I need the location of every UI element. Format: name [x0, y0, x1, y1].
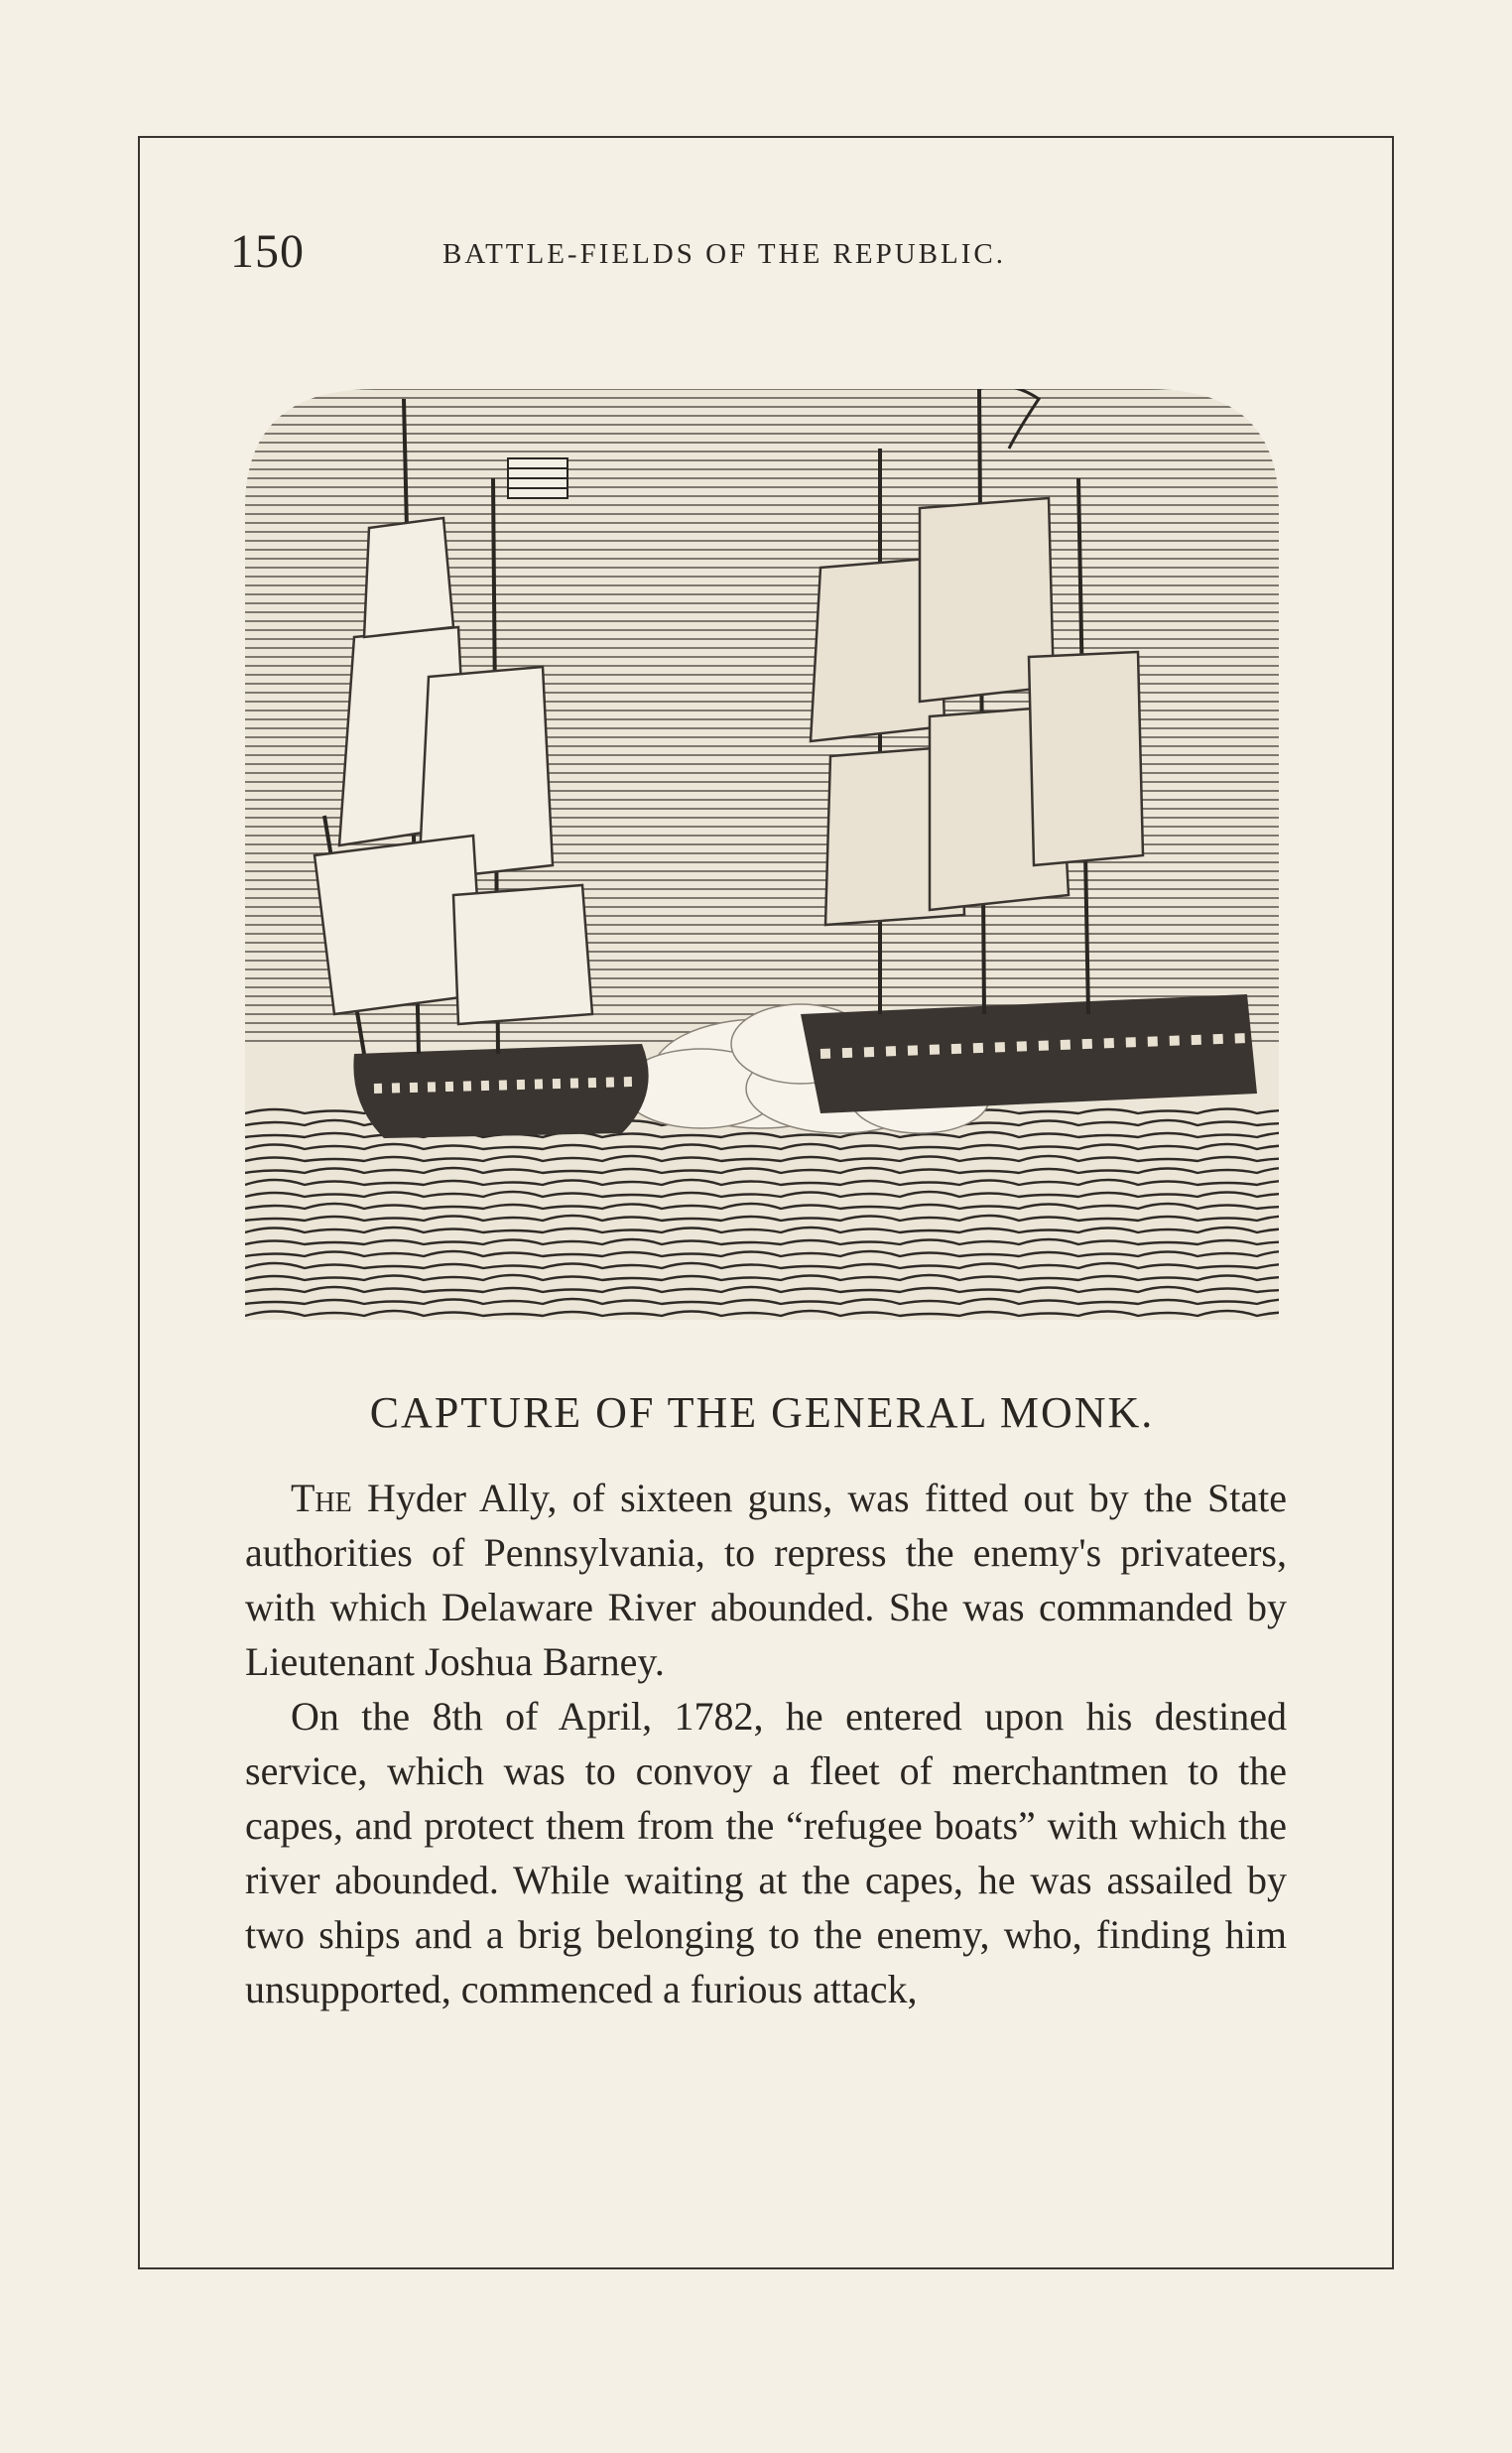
naval-battle-engraving-icon: [245, 359, 1279, 1320]
paragraph-text: On the 8th of April, 1782, he entered upon his destined service, which was to convoy a fleet of merchantmen to the capes, and protect them from the “refugee boats” with which the river abounded. While waiting at the capes, he was assailed by two ships and a brig belonging to the enemy, who, finding him unsupported, commenced a furious attack,: [245, 1694, 1287, 2011]
running-header: [230, 224, 1322, 294]
ship-battle-illustration: [245, 359, 1279, 1320]
page-number: 150: [230, 225, 305, 278]
paragraph: [245, 1471, 1287, 1689]
paragraph-text: Hyder Ally, of sixteen guns, was fitted out by the State authorities of Pennsylvania, to repress the enemy's privateers, with which Delaware River abounded. She was commanded by Lieutenant Joshua Barney.: [245, 1476, 1287, 1684]
illustration-caption: CAPTURE OF THE GENERAL MONK.: [369, 1388, 1155, 1437]
paragraph: [245, 1689, 1287, 2016]
paragraph-lead: The: [291, 1476, 352, 1520]
running-title: BATTLE-FIELDS OF THE REPUBLIC.: [442, 238, 1006, 270]
body-text: [245, 1471, 1287, 2016]
